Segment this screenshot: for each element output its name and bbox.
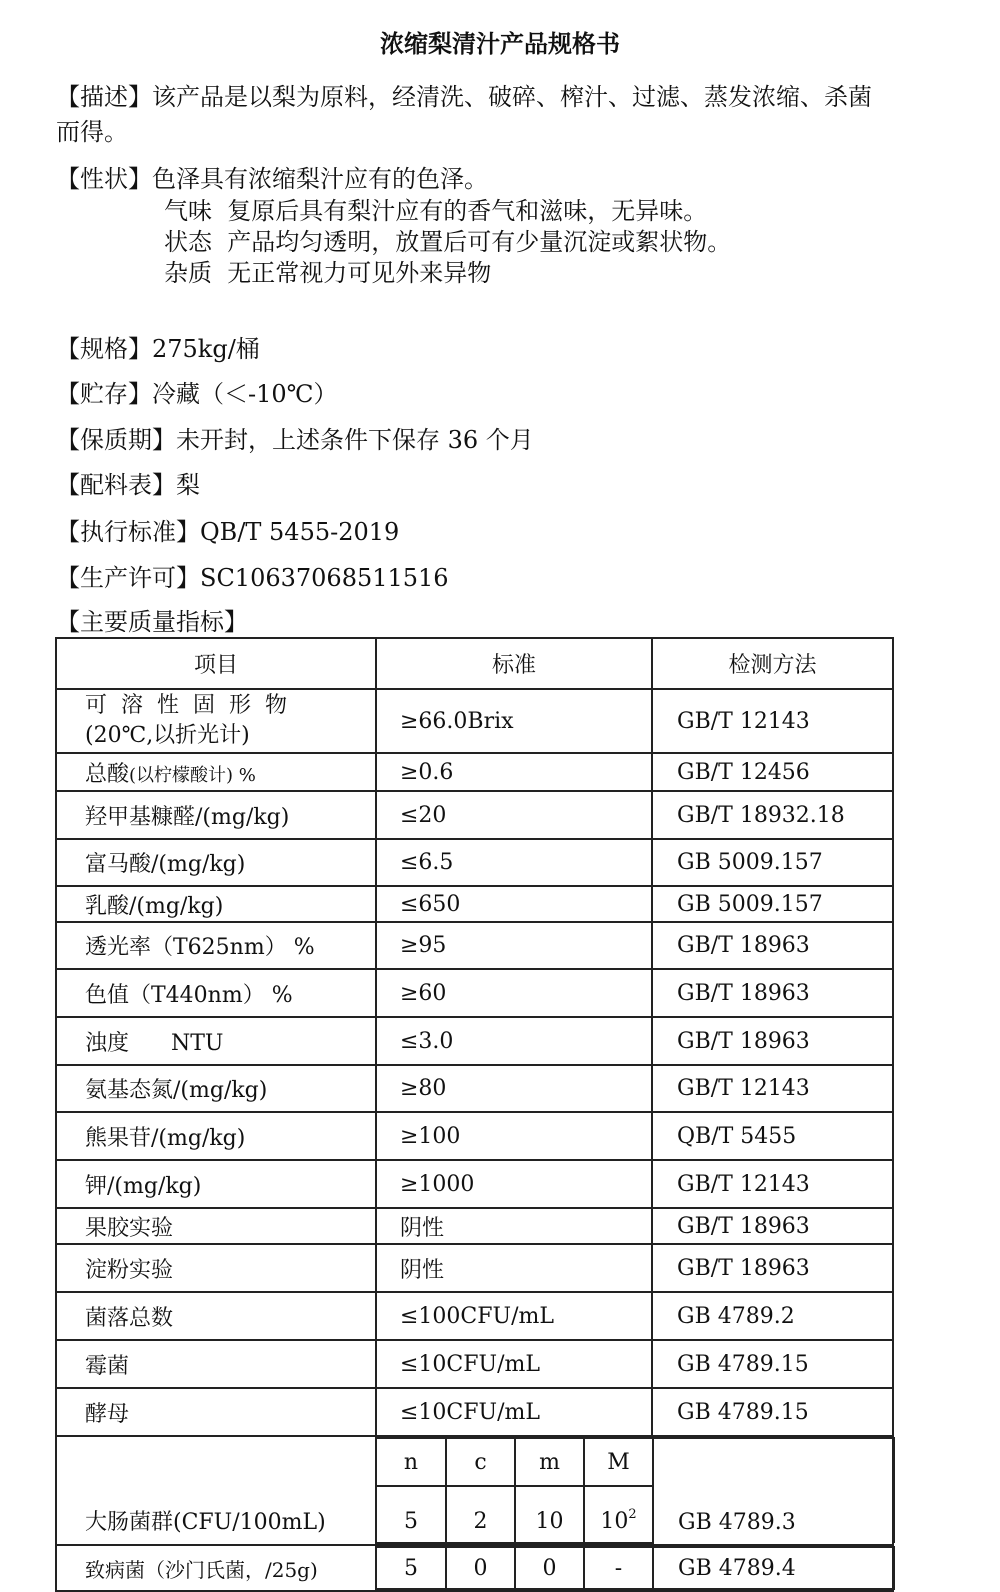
pathogen-plan-cell [376, 1545, 893, 1591]
item-cell: 菌落总数 [56, 1292, 376, 1340]
method-cell: GB 5009.157 [652, 839, 893, 886]
item-cell [56, 753, 376, 791]
pathogen-value-m: 0 [515, 1547, 584, 1589]
standard-cell: ≥1000 [376, 1160, 652, 1208]
table-row [56, 1208, 893, 1244]
method-cell: GB/T 12143 [652, 1065, 893, 1112]
table-row [56, 753, 893, 791]
standard-cell: ≤650 [376, 886, 652, 922]
storage-value: 冷藏（＜-10℃） [152, 380, 338, 408]
standard-label: 【执行标准】 [56, 518, 200, 546]
item-cell: 色值（T440nm） % [56, 969, 376, 1017]
properties-color: 色泽具有浓缩梨汁应有的色泽。 [152, 165, 488, 193]
standard-cell: ≤20 [376, 791, 652, 839]
standard-cell: ≥80 [376, 1065, 652, 1112]
item-acid-main: 总酸 [85, 761, 130, 787]
item-cell: 羟甲基糠醛/(mg/kg) [56, 791, 376, 839]
item-soluble-line1: 可溶性固形物 [85, 693, 302, 718]
plan-value-M-exponent: 2 [628, 1507, 637, 1522]
plan-value-n: 5 [377, 1486, 446, 1543]
standard-cell: ≥60 [376, 969, 652, 1017]
ingredients-label: 【配料表】 [56, 471, 176, 499]
item-cell: 果胶实验 [56, 1208, 376, 1244]
standard-value: QB/T 5455-2019 [200, 518, 400, 546]
ingredients-value: 梨 [176, 471, 200, 499]
page-title: 浓缩梨清汁产品规格书 [380, 30, 620, 58]
standard-line [56, 517, 399, 547]
description-label: 【描述】 [56, 83, 152, 111]
table-row [56, 1017, 893, 1065]
method-cell: QB/T 5455 [652, 1112, 893, 1160]
method-cell: GB/T 18963 [652, 922, 893, 969]
storage-line [56, 379, 338, 409]
standard-cell: ≥0.6 [376, 753, 652, 791]
standard-cell: ≥66.0Brix [376, 689, 652, 753]
plan-value-c: 2 [446, 1486, 515, 1543]
properties-odor: 气味 复原后具有梨汁应有的香气和滋味，无异味。 [164, 197, 708, 225]
description-text: 该产品是以梨为原料，经清洗、破碎、榨汁、过滤、蒸发浓缩、杀菌 [152, 83, 872, 111]
ingredients-line [56, 470, 200, 500]
item-cell: 氨基态氮/(mg/kg) [56, 1065, 376, 1112]
standard-cell: ≤6.5 [376, 839, 652, 886]
method-cell: GB 4789.2 [652, 1292, 893, 1340]
description-continuation: 而得。 [56, 118, 128, 146]
license-value: SC10637068511516 [200, 564, 449, 592]
method-cell: GB/T 18963 [652, 1244, 893, 1292]
sampling-plan-table [377, 1437, 895, 1544]
method-cell: GB/T 12143 [652, 1160, 893, 1208]
table-row [56, 1112, 893, 1160]
header-item: 项目 [56, 638, 376, 689]
standard-cell: 阴性 [376, 1208, 652, 1244]
shelf-life-value: 未开封，上述条件下保存 36 个月 [176, 426, 534, 454]
table-row [56, 689, 893, 753]
standard-cell: ≥100 [376, 1112, 652, 1160]
standard-cell: ≤10CFU/mL [376, 1340, 652, 1388]
plan-value-M-base: 10 [600, 1509, 629, 1534]
table-row [56, 922, 893, 969]
pathogen-value-M: - [584, 1547, 653, 1589]
properties-line [56, 164, 488, 194]
method-cell: GB/T 18963 [652, 1017, 893, 1065]
standard-cell: ≤10CFU/mL [376, 1388, 652, 1436]
table-row [56, 886, 893, 922]
item-cell: 富马酸/(mg/kg) [56, 839, 376, 886]
standard-cell: ≤3.0 [376, 1017, 652, 1065]
coliform-plan-cell [376, 1436, 893, 1545]
properties-impurity: 杂质 无正常视力可见外来异物 [164, 259, 492, 287]
shelf-life-label: 【保质期】 [56, 426, 176, 454]
standard-cell: ≥95 [376, 922, 652, 969]
item-cell: 大肠菌群(CFU/100mL) [56, 1436, 376, 1545]
method-cell: GB/T 18963 [652, 969, 893, 1017]
method-cell: GB/T 12143 [652, 689, 893, 753]
header-method: 检测方法 [652, 638, 893, 689]
method-cell: GB/T 12456 [652, 753, 893, 791]
item-cell: 淀粉实验 [56, 1244, 376, 1292]
item-cell [56, 689, 376, 753]
plan-header-n: n [377, 1438, 446, 1486]
spec-line [56, 334, 260, 364]
spec-label: 【规格】 [56, 335, 152, 363]
shelf-life-line [56, 425, 534, 455]
item-acid-note: (以柠檬酸计) % [129, 764, 256, 786]
item-cell: 乳酸/(mg/kg) [56, 886, 376, 922]
method-cell: GB 4789.15 [652, 1388, 893, 1436]
method-cell: GB/T 18963 [652, 1208, 893, 1244]
table-row [56, 791, 893, 839]
properties-label: 【性状】 [56, 165, 152, 193]
plan-value-M [584, 1486, 653, 1543]
table-row [56, 969, 893, 1017]
description-line [56, 82, 872, 112]
item-cell: 浊度 NTU [56, 1017, 376, 1065]
table-row-pathogen [56, 1545, 893, 1591]
method-cell: GB 4789.15 [652, 1340, 893, 1388]
table-row [56, 1340, 893, 1388]
table-row [56, 1244, 893, 1292]
method-cell: GB 4789.4 [653, 1547, 894, 1589]
item-cell: 钾/(mg/kg) [56, 1160, 376, 1208]
properties-state: 状态 产品均匀透明，放置后可有少量沉淀或絮状物。 [164, 228, 732, 256]
pathogen-plan-table [377, 1546, 895, 1590]
item-soluble-line2: (20℃,以折光计) [85, 723, 250, 748]
table-row [56, 1292, 893, 1340]
item-cell: 透光率（T625nm） % [56, 922, 376, 969]
spec-value: 275kg/桶 [152, 335, 260, 363]
method-cell: GB/T 18932.18 [652, 791, 893, 839]
table-row [56, 1388, 893, 1436]
quality-heading: 【主要质量指标】 [56, 608, 248, 636]
license-label: 【生产许可】 [56, 564, 200, 592]
item-cell: 酵母 [56, 1388, 376, 1436]
plan-header-m: m [515, 1438, 584, 1486]
plan-header-c: c [446, 1438, 515, 1486]
method-cell: GB 5009.157 [652, 886, 893, 922]
item-cell: 霉菌 [56, 1340, 376, 1388]
pathogen-value-c: 0 [446, 1547, 515, 1589]
table-body [56, 791, 893, 1436]
table-row [56, 1160, 893, 1208]
item-cell: 熊果苷/(mg/kg) [56, 1112, 376, 1160]
pathogen-value-n: 5 [377, 1547, 446, 1589]
plan-value-m: 10 [515, 1486, 584, 1543]
quality-table [55, 637, 894, 1592]
table-row [56, 1065, 893, 1112]
item-cell: 致病菌（沙门氏菌，/25g) [56, 1545, 376, 1591]
standard-cell: ≤100CFU/mL [376, 1292, 652, 1340]
table-row [56, 839, 893, 886]
header-standard: 标准 [376, 638, 652, 689]
table-row-coliform [56, 1436, 893, 1545]
storage-label: 【贮存】 [56, 380, 152, 408]
license-line [56, 563, 449, 593]
method-cell: GB 4789.3 [653, 1438, 894, 1543]
standard-cell: 阴性 [376, 1244, 652, 1292]
plan-header-M: M [584, 1438, 653, 1486]
table-header-row [56, 638, 893, 689]
